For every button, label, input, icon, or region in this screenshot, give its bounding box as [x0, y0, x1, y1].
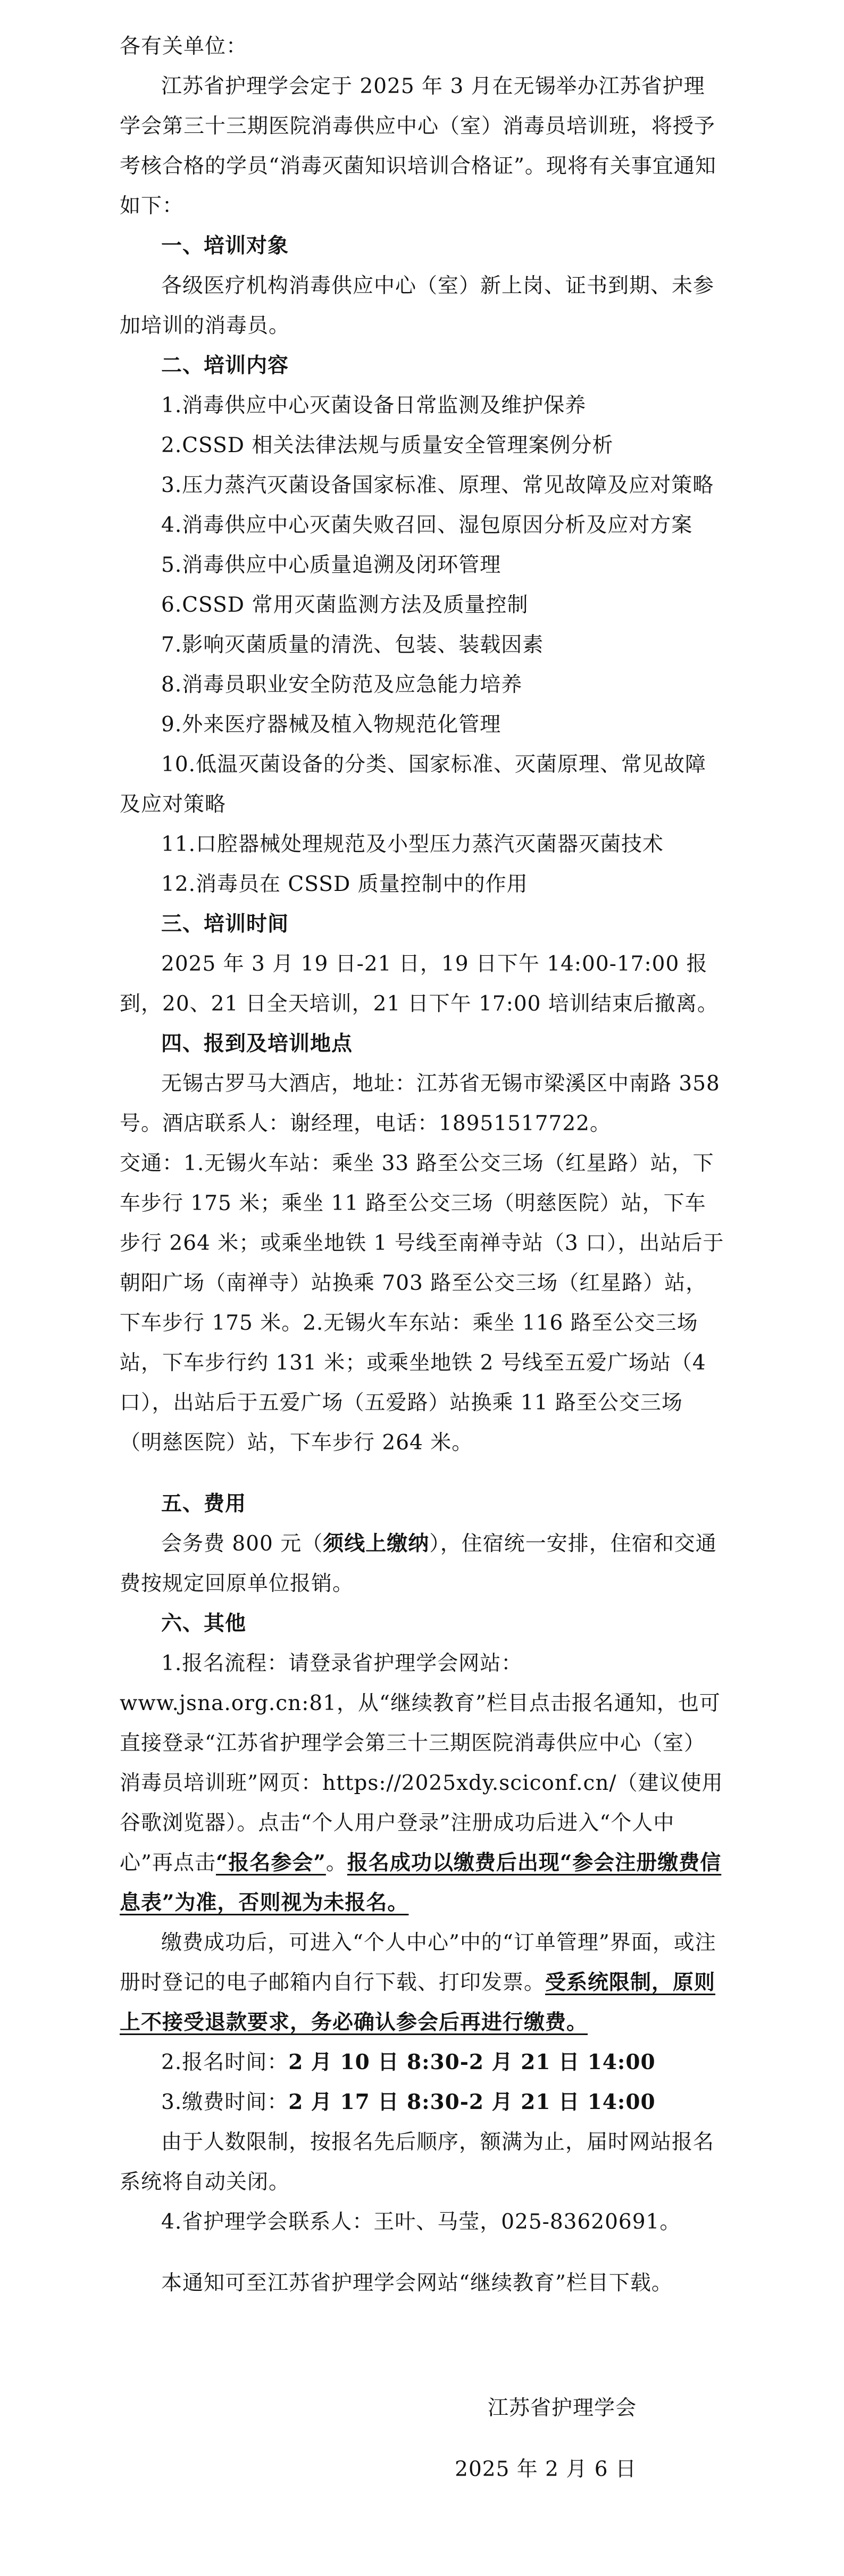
fees-online-payment: 须线上缴纳 — [323, 1531, 430, 1556]
download-note: 本通知可至江苏省护理学会网站“继续教育”栏目下载。 — [161, 2271, 673, 2295]
registration-process-part: 1.报名流程：请登录省护理学会网站：www.jsna.org.cn:81，从“继续教育”栏目点击报名通知，也可直接登录“江苏省护理学会第三十三期医院消毒供应中心（室）消毒员培训班”网页：https://2025xdy.sciconf.cn/（建议使用谷歌浏览器）。点击“个人用户登录”注册成功后进入“个人中心”再点击 — [120, 1652, 723, 1875]
list-item: 4.消毒供应中心灭菌失败召回、湿包原因分析及应对方案 — [161, 513, 693, 537]
section-heading-training-content: 二、培训内容 — [161, 353, 289, 378]
registration-process-text — [120, 1644, 724, 1923]
payment-time — [120, 2082, 724, 2122]
payment-time-value: 2 月 17 日 8:30-2 月 21 日 14:00 — [288, 2090, 656, 2114]
list-item: 11.口腔器械处理规范及小型压力蒸汽灭菌器灭菌技术 — [161, 832, 664, 856]
list-item: 10.低温灭菌设备的分类、国家标准、灭菌原理、常见故障及应对策略 — [120, 753, 707, 816]
spacer — [120, 1463, 724, 1484]
section-heading-fees: 五、费用 — [161, 1491, 247, 1516]
intro-paragraph: 江苏省护理学会定于 2025 年 3 月在无锡举办江苏省护理学会第三十三期医院消毒供应中心（室）消毒员培训班，将授予考核合格的学员“消毒灭菌知识培训合格证”。现将有关事宜通知如下： — [120, 74, 716, 218]
list-item: 5.消毒供应中心质量追溯及闭环管理 — [161, 553, 502, 577]
list-item: 3.压力蒸汽灭菌设备国家标准、原理、常见故障及应对策略 — [161, 473, 714, 497]
list-item: 1.消毒供应中心灭菌设备日常监测及维护保养 — [161, 394, 587, 418]
training-time-text: 2025 年 3 月 19 日-21 日，19 日下午 14:00-17:00 报到，20、21 日全天培训，21 日下午 17:00 培训结束后撤离。 — [120, 952, 718, 1016]
venue-text: 无锡古罗马大酒店，地址：江苏省无锡市梁溪区中南路 358 号。酒店联系人：谢经理，电话：18951517722。 — [120, 1072, 720, 1136]
spacer — [120, 2242, 724, 2263]
registration-success-note: 报名成功以缴费后出现“参会注册缴费信息表”为准，否则视为未报名。 — [120, 1850, 722, 1915]
fees-text-part: ），住宿统一安排，住宿和交通费按规定回原单位报销。 — [120, 1532, 717, 1596]
payment-text — [120, 1923, 724, 2043]
section-heading-venue: 四、报到及培训地点 — [161, 1031, 353, 1056]
contact-text: 4.省护理学会联系人：王叶、马莹，025-83620691。 — [161, 2210, 681, 2234]
payment-time-label: 3.缴费时间： — [161, 2090, 289, 2114]
refund-policy-note: 受系统限制，原则上不接受退款要求，务必确认参会后再进行缴费。 — [120, 1970, 716, 2035]
transport-text: 交通：1.无锡火车站：乘坐 33 路至公交三场（红星路）站，下车步行 175 米；乘坐 11 路至公交三场（明慈医院）站，下车步行 264 米；或乘坐地铁 1 号线至南禅寺站（3 口），出站后于朝阳广场（南禅寺）站换乘 703 路至公交三场（红星路）站，下车步行 175 米。2.无锡火车东站：乘坐 116 路至公交三场站，下车步行约 131 米；或乘坐地铁 2 号线至五爱广场站（4 口），出站后于五爱广场（五爱路）站换乘 11 路至公交三场（明慈医院）站，下车步行 264 米。 — [120, 1152, 724, 1455]
list-item: 12.消毒员在 CSSD 质量控制中的作用 — [161, 872, 528, 896]
capacity-limit-text: 由于人数限制，按报名先后顺序，额满为止，届时网站报名系统将自动关闭。 — [120, 2130, 715, 2194]
list-item: 2.CSSD 相关法律法规与质量安全管理案例分析 — [161, 433, 614, 457]
list-item: 8.消毒员职业安全防范及应急能力培养 — [161, 673, 523, 697]
section-heading-training-target: 一、培训对象 — [161, 234, 289, 258]
list-item: 9.外来医疗器械及植入物规范化管理 — [161, 713, 502, 737]
registration-join-label: “报名参会” — [215, 1850, 326, 1875]
list-item: 6.CSSD 常用灭菌监测方法及质量控制 — [161, 593, 529, 617]
signature-date: 2025 年 2 月 6 日 — [455, 2457, 637, 2481]
section-heading-training-time: 三、培训时间 — [161, 912, 289, 936]
signature-organization: 江苏省护理学会 — [487, 2396, 637, 2420]
registration-time-value: 2 月 10 日 8:30-2 月 21 日 14:00 — [288, 2050, 656, 2074]
registration-time — [120, 2043, 724, 2082]
list-item: 7.影响灭菌质量的清洗、包装、装载因素 — [161, 633, 544, 657]
training-content-list — [120, 386, 724, 904]
fees-text — [120, 1524, 724, 1604]
payment-text-part: 缴费成功后，可进入“个人中心”中的“订单管理”界面，或注册时登记的电子邮箱内自行下载、打印发票。 — [120, 1931, 716, 1995]
training-target-text: 各级医疗机构消毒供应中心（室）新上岗、证书到期、未参加培训的消毒员。 — [120, 274, 715, 338]
section-heading-other: 六、其他 — [161, 1611, 247, 1636]
registration-process-part: 。 — [325, 1851, 347, 1875]
fees-text-part: 会务费 800 元（ — [161, 1532, 323, 1556]
salutation: 各有关单位： — [120, 35, 248, 59]
registration-time-label: 2.报名时间： — [161, 2050, 289, 2074]
